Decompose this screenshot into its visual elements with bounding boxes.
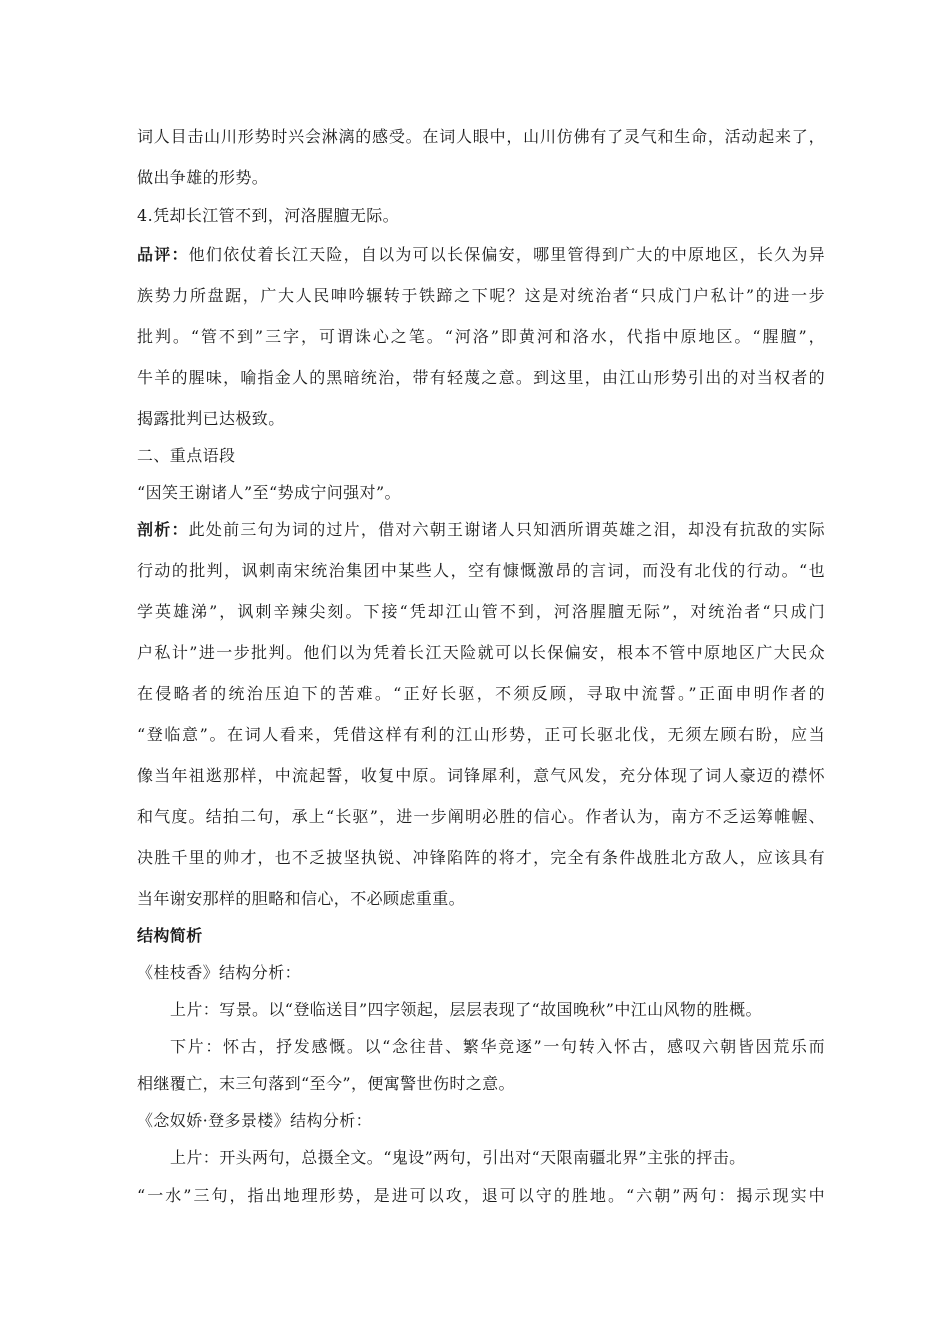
para-line: 户私计”进一步批判。他们以为凭着长江天险就可以长保偏安，根本不管中原地区广大民众 — [137, 643, 825, 662]
analysis-line: 剖析：此处前三句为词的过片，借对六朝王谢诸人只知洒所谓英雄之泪，却没有抗敌的实际 — [137, 520, 825, 539]
para-line: 族势力所盘踞，广大人民呻吟辗转于铁蹄之下呢？这是对统治者“只成门户私计”的进一步 — [137, 286, 825, 305]
para-line: 像当年祖逖那样，中流起誓，收复中原。词锋犀利，意气风发，充分体现了词人豪迈的襟怀 — [137, 766, 825, 785]
comment-line: 品评：他们依仗着长江天险，自以为可以长保偏安，哪里管得到广大的中原地区，长久为异 — [137, 245, 825, 264]
para-line: 揭露批判已达极致。 — [137, 409, 285, 428]
quote-line: “因笑王谢诸人”至“势成宁问强对”。 — [137, 483, 401, 502]
para-line: 和气度。结拍二句，承上“长驱”，进一步阐明必胜的信心。作者认为，南方不乏运筹帷幄、 — [137, 807, 825, 826]
item-heading: 4.凭却长江管不到，河洛腥膻无际。 — [137, 206, 400, 225]
para-line: 牛羊的腥味，喻指金人的黑暗统治，带有轻蔑之意。到这里，由江山形势引出的对当权者的 — [137, 368, 825, 387]
para-line: 词人目击山川形势时兴会淋漓的感受。在词人眼中，山川仿佛有了灵气和生命，活动起来了， — [137, 127, 825, 146]
section-heading: 二、重点语段 — [137, 446, 236, 465]
para-line: 上片：写景。以“登临送目”四字领起，层层表现了“故国晚秋”中江山风物的胜概。 — [170, 1000, 762, 1019]
para-line: 当年谢安那样的胆略和信心，不必顾虑重重。 — [137, 889, 466, 908]
pouxi-label: 剖析： — [137, 520, 189, 539]
para-line: 在侵略者的统治压迫下的苦难。“正好长驱，不须反顾，寻取中流誓。”正面申明作者的 — [137, 684, 825, 703]
para-line: 决胜千里的帅才，也不乏披坚执锐、冲锋陷阵的将才，完全有条件战胜北方敌人，应该具有 — [137, 848, 825, 867]
subheading: 《念奴娇·登多景楼》结构分析： — [137, 1111, 373, 1130]
para-line: 做出争雄的形势。 — [137, 168, 269, 187]
pingping-label: 品评： — [137, 245, 189, 264]
para-line: “一水”三句，指出地理形势，是进可以攻，退可以守的胜地。“六朝”两句：揭示现实中 — [137, 1186, 825, 1205]
para-line: 相继覆亡，末三句落到“至今”，便寓警世伤时之意。 — [137, 1074, 515, 1093]
para-line: 学英雄涕”，讽刺辛辣尖刻。下接“凭却江山管不到，河洛腥膻无际”，对统治者“只成门 — [137, 602, 825, 621]
structure-heading: 结构简析 — [137, 926, 203, 945]
para-line: 上片：开头两句，总摄全文。“鬼设”两句，引出对“天限南疆北界”主张的抨击。 — [170, 1148, 746, 1167]
para-line: 批判。“管不到”三字，可谓诛心之笔。“河洛”即黄河和洛水，代指中原地区。“腥膻”， — [137, 327, 825, 346]
para-line: 行动的批判，讽刺南宋统治集团中某些人，空有慷慨激昂的言词，而没有北伐的行动。“也 — [137, 561, 825, 580]
para-line: “登临意”。在词人看来，凭借这样有利的江山形势，正可长驱北伐，无须左顾右盼，应当 — [137, 725, 825, 744]
para-line: 下片：怀古，抒发感慨。以“念往昔、繁华竞逐”一句转入怀古，感叹六朝皆因荒乐而 — [170, 1037, 825, 1056]
subheading: 《桂枝香》结构分析： — [137, 963, 302, 982]
